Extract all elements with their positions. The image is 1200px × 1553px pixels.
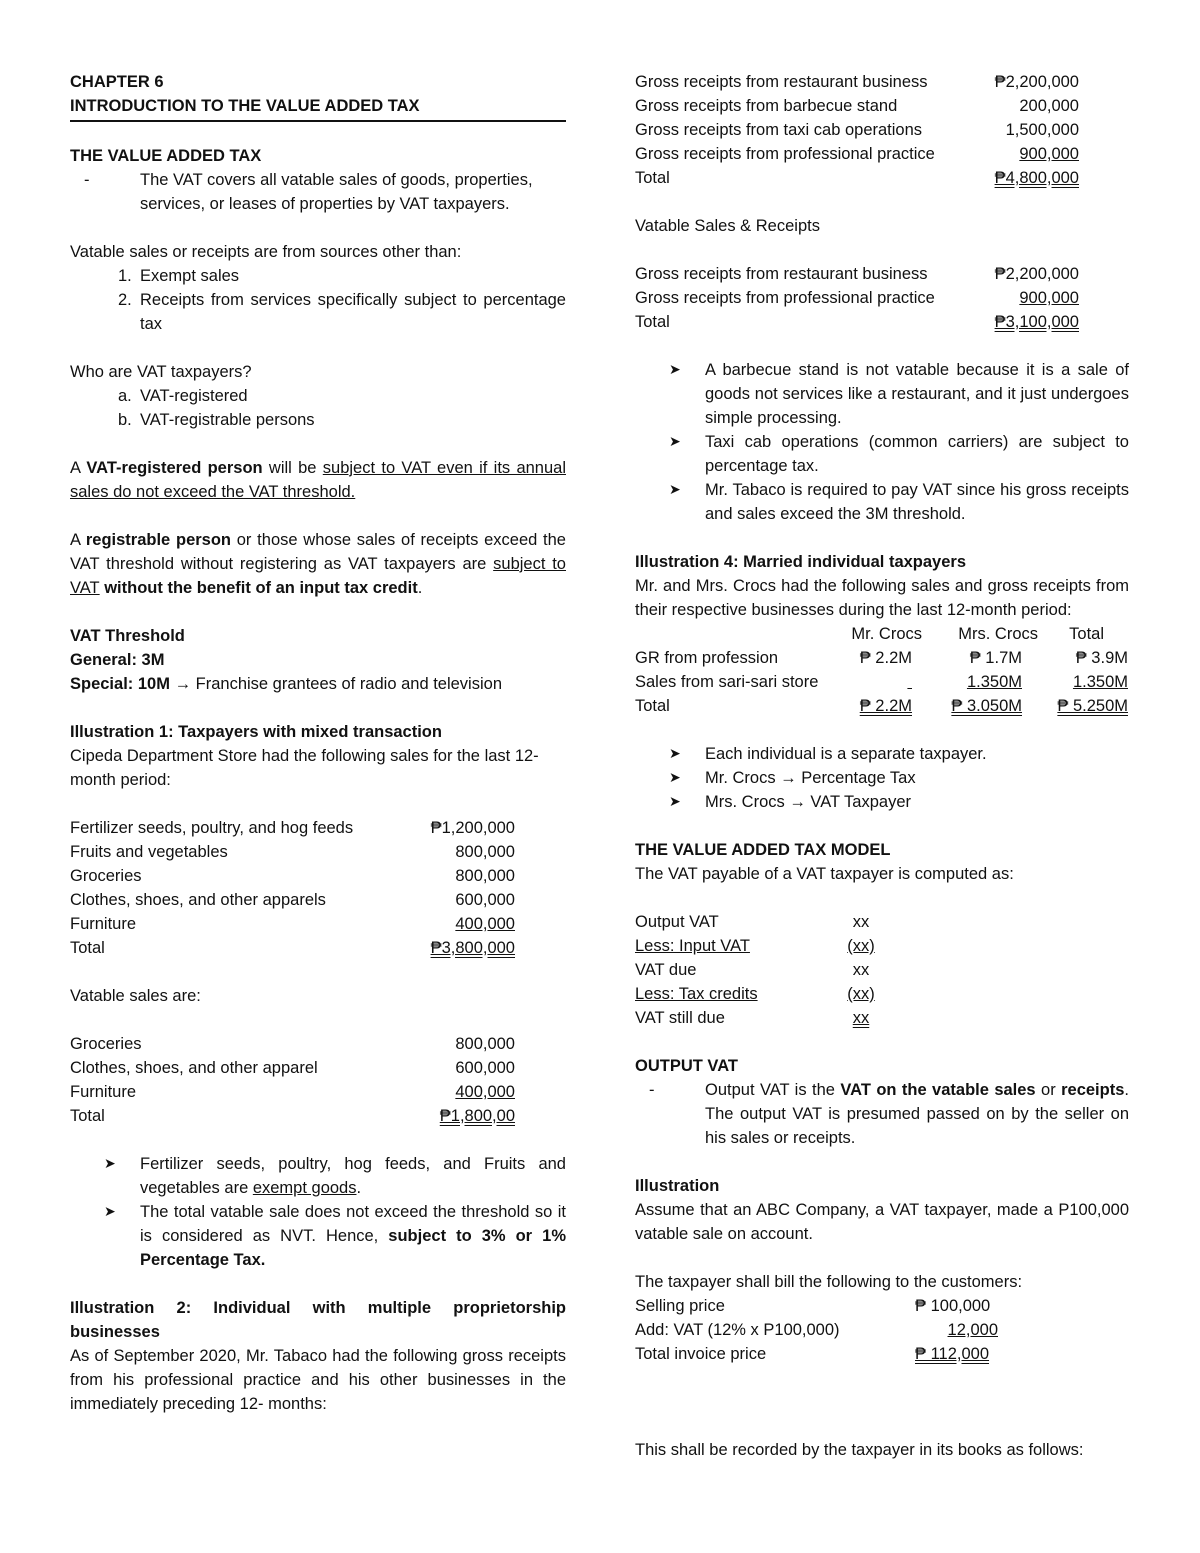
- table-row: Fruits and vegetables 800,000: [70, 843, 515, 861]
- vatable-receipts-table: [635, 262, 1129, 334]
- table-row: Sales from sari-sari store 1.350M 1.350M: [635, 673, 1128, 691]
- table-row-total: Total ₱1,800,00: [70, 1107, 515, 1125]
- note-tabaco: ➤ Mr. Tabaco is required to pay VAT since his gross receipts and sales exceed the 3M threshold.: [635, 478, 1129, 526]
- table-row: Gross receipts from professional practice 900,000: [635, 289, 1079, 307]
- table-row: Less: Input VAT (xx): [635, 937, 875, 955]
- vat-model-intro: The VAT payable of a VAT taxpayer is computed as:: [635, 865, 1014, 883]
- vat-heading: THE VALUE ADDED TAX: [70, 147, 262, 165]
- list-item: 2. Receipts from services specifically subject to percentage tax: [118, 291, 566, 333]
- table-row: Output VAT xx: [635, 913, 870, 931]
- arrowhead-bullet-icon: ➤: [669, 482, 681, 498]
- note-mrs-crocs: ➤ Mrs. Crocs → VAT Taxpayer: [635, 790, 1129, 814]
- table-row: GR from profession ₱ 2.2M ₱ 1.7M ₱ 3.9M: [635, 649, 1128, 667]
- note-barbecue: ➤ A barbecue stand is not vatable because it is a sale of goods not services like a restaurant, and it just undergoes simple processing.: [635, 358, 1129, 430]
- illustration1-sales-table: [70, 816, 566, 960]
- arrowhead-bullet-icon: ➤: [669, 362, 681, 378]
- arrowhead-bullet-icon: ➤: [669, 746, 681, 762]
- table-row-total: Total invoice price ₱ 112,000: [635, 1345, 990, 1363]
- vat-model-table: [635, 910, 1129, 1030]
- output-vat-heading: OUTPUT VAT: [635, 1057, 738, 1075]
- illustration1-title: Illustration 1: Taxpayers with mixed transaction: [70, 723, 442, 741]
- vatable-sales-receipts-heading: Vatable Sales & Receipts: [635, 217, 820, 235]
- table-row: Groceries 800,000: [70, 1035, 515, 1053]
- vat-registered-paragraph: A VAT-registered person will be subject to VAT even if its annual sales do not exceed the VAT threshold.: [70, 459, 566, 501]
- table-row: VAT due xx: [635, 961, 870, 979]
- table-row: Gross receipts from restaurant business ₱2,200,000: [635, 265, 1079, 283]
- table-row: Fertilizer seeds, poultry, and hog feeds ₱1,200,000: [70, 819, 515, 837]
- arrow-right-icon: →: [780, 769, 797, 787]
- vatable-intro: Vatable sales or receipts are from sources other than:: [70, 243, 462, 261]
- note-taxi: ➤ Taxi cab operations (common carriers) are subject to percentage tax.: [635, 430, 1129, 478]
- table-row: Furniture 400,000: [70, 915, 515, 933]
- illustration2-title: Illustration 2: Individual with multiple proprietorship businesses: [70, 1299, 566, 1341]
- arrow-right-icon: →: [174, 675, 192, 693]
- chapter-number: CHAPTER 6: [70, 73, 164, 91]
- arrowhead-bullet-icon: ➤: [669, 794, 681, 810]
- illustration4-intro: Mr. and Mrs. Crocs had the following sales and gross receipts from their respective businesses during the last 12-month period:: [635, 577, 1129, 619]
- list-item: b. VAT-registrable persons: [118, 411, 315, 429]
- illustration1-intro: Cipeda Department Store had the following sales for the last 12-month period:: [70, 747, 539, 789]
- table-row: Add: VAT (12% x P100,000) 12,000: [635, 1321, 998, 1339]
- table-row: Selling price ₱ 100,000: [635, 1297, 991, 1315]
- left-column: [70, 70, 566, 1416]
- table-row: Gross receipts from restaurant business ₱2,200,000: [635, 73, 1079, 91]
- table-row: Gross receipts from professional practice 900,000: [635, 145, 1079, 163]
- threshold-special: Special: 10M → Franchise grantees of radio and television: [70, 675, 502, 693]
- arrowhead-bullet-icon: ➤: [104, 1156, 116, 1172]
- who-question: Who are VAT taxpayers?: [70, 363, 252, 381]
- arrow-right-icon: →: [789, 793, 806, 811]
- table-row: Clothes, shoes, and other apparels 600,000: [70, 891, 515, 909]
- gross-receipts-table: [635, 70, 1129, 190]
- table-row: Gross receipts from barbecue stand 200,000: [635, 97, 1079, 115]
- table-row-total: Total ₱3,100,000: [635, 313, 1079, 331]
- vatable-sales-are: Vatable sales are:: [70, 987, 201, 1005]
- arrowhead-bullet-icon: ➤: [669, 434, 681, 450]
- table-row-total: Total ₱ 2.2M ₱ 3.050M ₱ 5.250M: [635, 697, 1128, 715]
- illustration-heading: Illustration: [635, 1177, 720, 1195]
- table-row: Clothes, shoes, and other apparel 600,000: [70, 1059, 515, 1077]
- arrowhead-bullet-icon: ➤: [669, 770, 681, 786]
- table-row: VAT still due xx: [635, 1009, 870, 1027]
- illustration-text: Assume that an ABC Company, a VAT taxpayer, made a P100,000 vatable sale on account.: [635, 1201, 1129, 1243]
- threshold-heading: VAT Threshold: [70, 627, 185, 645]
- illustration2-intro: As of September 2020, Mr. Tabaco had the following gross receipts from his professional practice and his other businesses in the immediately preceding 12- months:: [70, 1347, 566, 1413]
- illustration4-table: [635, 622, 1129, 718]
- vat-covers-item: - The VAT covers all vatable sales of goods, properties, services, or leases of properties by VAT taxpayers.: [70, 168, 566, 216]
- note-mr-crocs: ➤ Mr. Crocs → Percentage Tax: [635, 766, 1129, 790]
- bill-intro: The taxpayer shall bill the following to the customers:: [635, 1273, 1023, 1291]
- vat-covers-text: The VAT covers all vatable sales of goods, properties, services, or leases of properties by VAT taxpayers.: [140, 171, 533, 213]
- illustration4-title: Illustration 4: Married individual taxpayers: [635, 553, 967, 571]
- table-row: Furniture 400,000: [70, 1083, 515, 1101]
- invoice-table: [635, 1294, 1129, 1366]
- right-column: [635, 70, 1129, 1462]
- note-exempt-goods: ➤ Fertilizer seeds, poultry, hog feeds, and Fruits and vegetables are exempt goods.: [70, 1152, 566, 1200]
- output-vat-item: - Output VAT is the VAT on the vatable sales or receipts. The output VAT is presumed passed on by the seller on his sales or receipts.: [649, 1081, 1129, 1147]
- note-separate-taxpayer: ➤ Each individual is a separate taxpayer.: [635, 742, 1129, 766]
- vat-model-heading: THE VALUE ADDED TAX MODEL: [635, 841, 891, 859]
- threshold-general: General: 3M: [70, 651, 165, 669]
- table-row-total: Total ₱4,800,000: [635, 169, 1079, 187]
- note-threshold: ➤ The total vatable sale does not exceed the threshold so it is considered as NVT. Hence, subject to 3% or 1% Percentage Tax.: [70, 1200, 566, 1272]
- table-row-total: Total ₱3,800,000: [70, 939, 515, 957]
- list-item: a. VAT-registered: [118, 387, 248, 405]
- recorded-text: This shall be recorded by the taxpayer in its books as follows:: [635, 1441, 1084, 1459]
- table-header-row: Mr. Crocs Mrs. Crocs Total: [851, 625, 1104, 643]
- table-row: Less: Tax credits (xx): [635, 985, 875, 1003]
- illustration1-vatable-table: [70, 1032, 566, 1128]
- registrable-paragraph: A registrable person or those whose sales of receipts exceed the VAT threshold without registering as VAT taxpayers are subject to VAT without the benefit of an input tax credit.: [70, 531, 566, 597]
- table-row: Gross receipts from taxi cab operations 1,500,000: [635, 121, 1079, 139]
- table-row: Groceries 800,000: [70, 867, 515, 885]
- chapter-title: INTRODUCTION TO THE VALUE ADDED TAX: [70, 97, 420, 115]
- list-item: 1. Exempt sales: [118, 267, 240, 285]
- arrowhead-bullet-icon: ➤: [104, 1204, 116, 1220]
